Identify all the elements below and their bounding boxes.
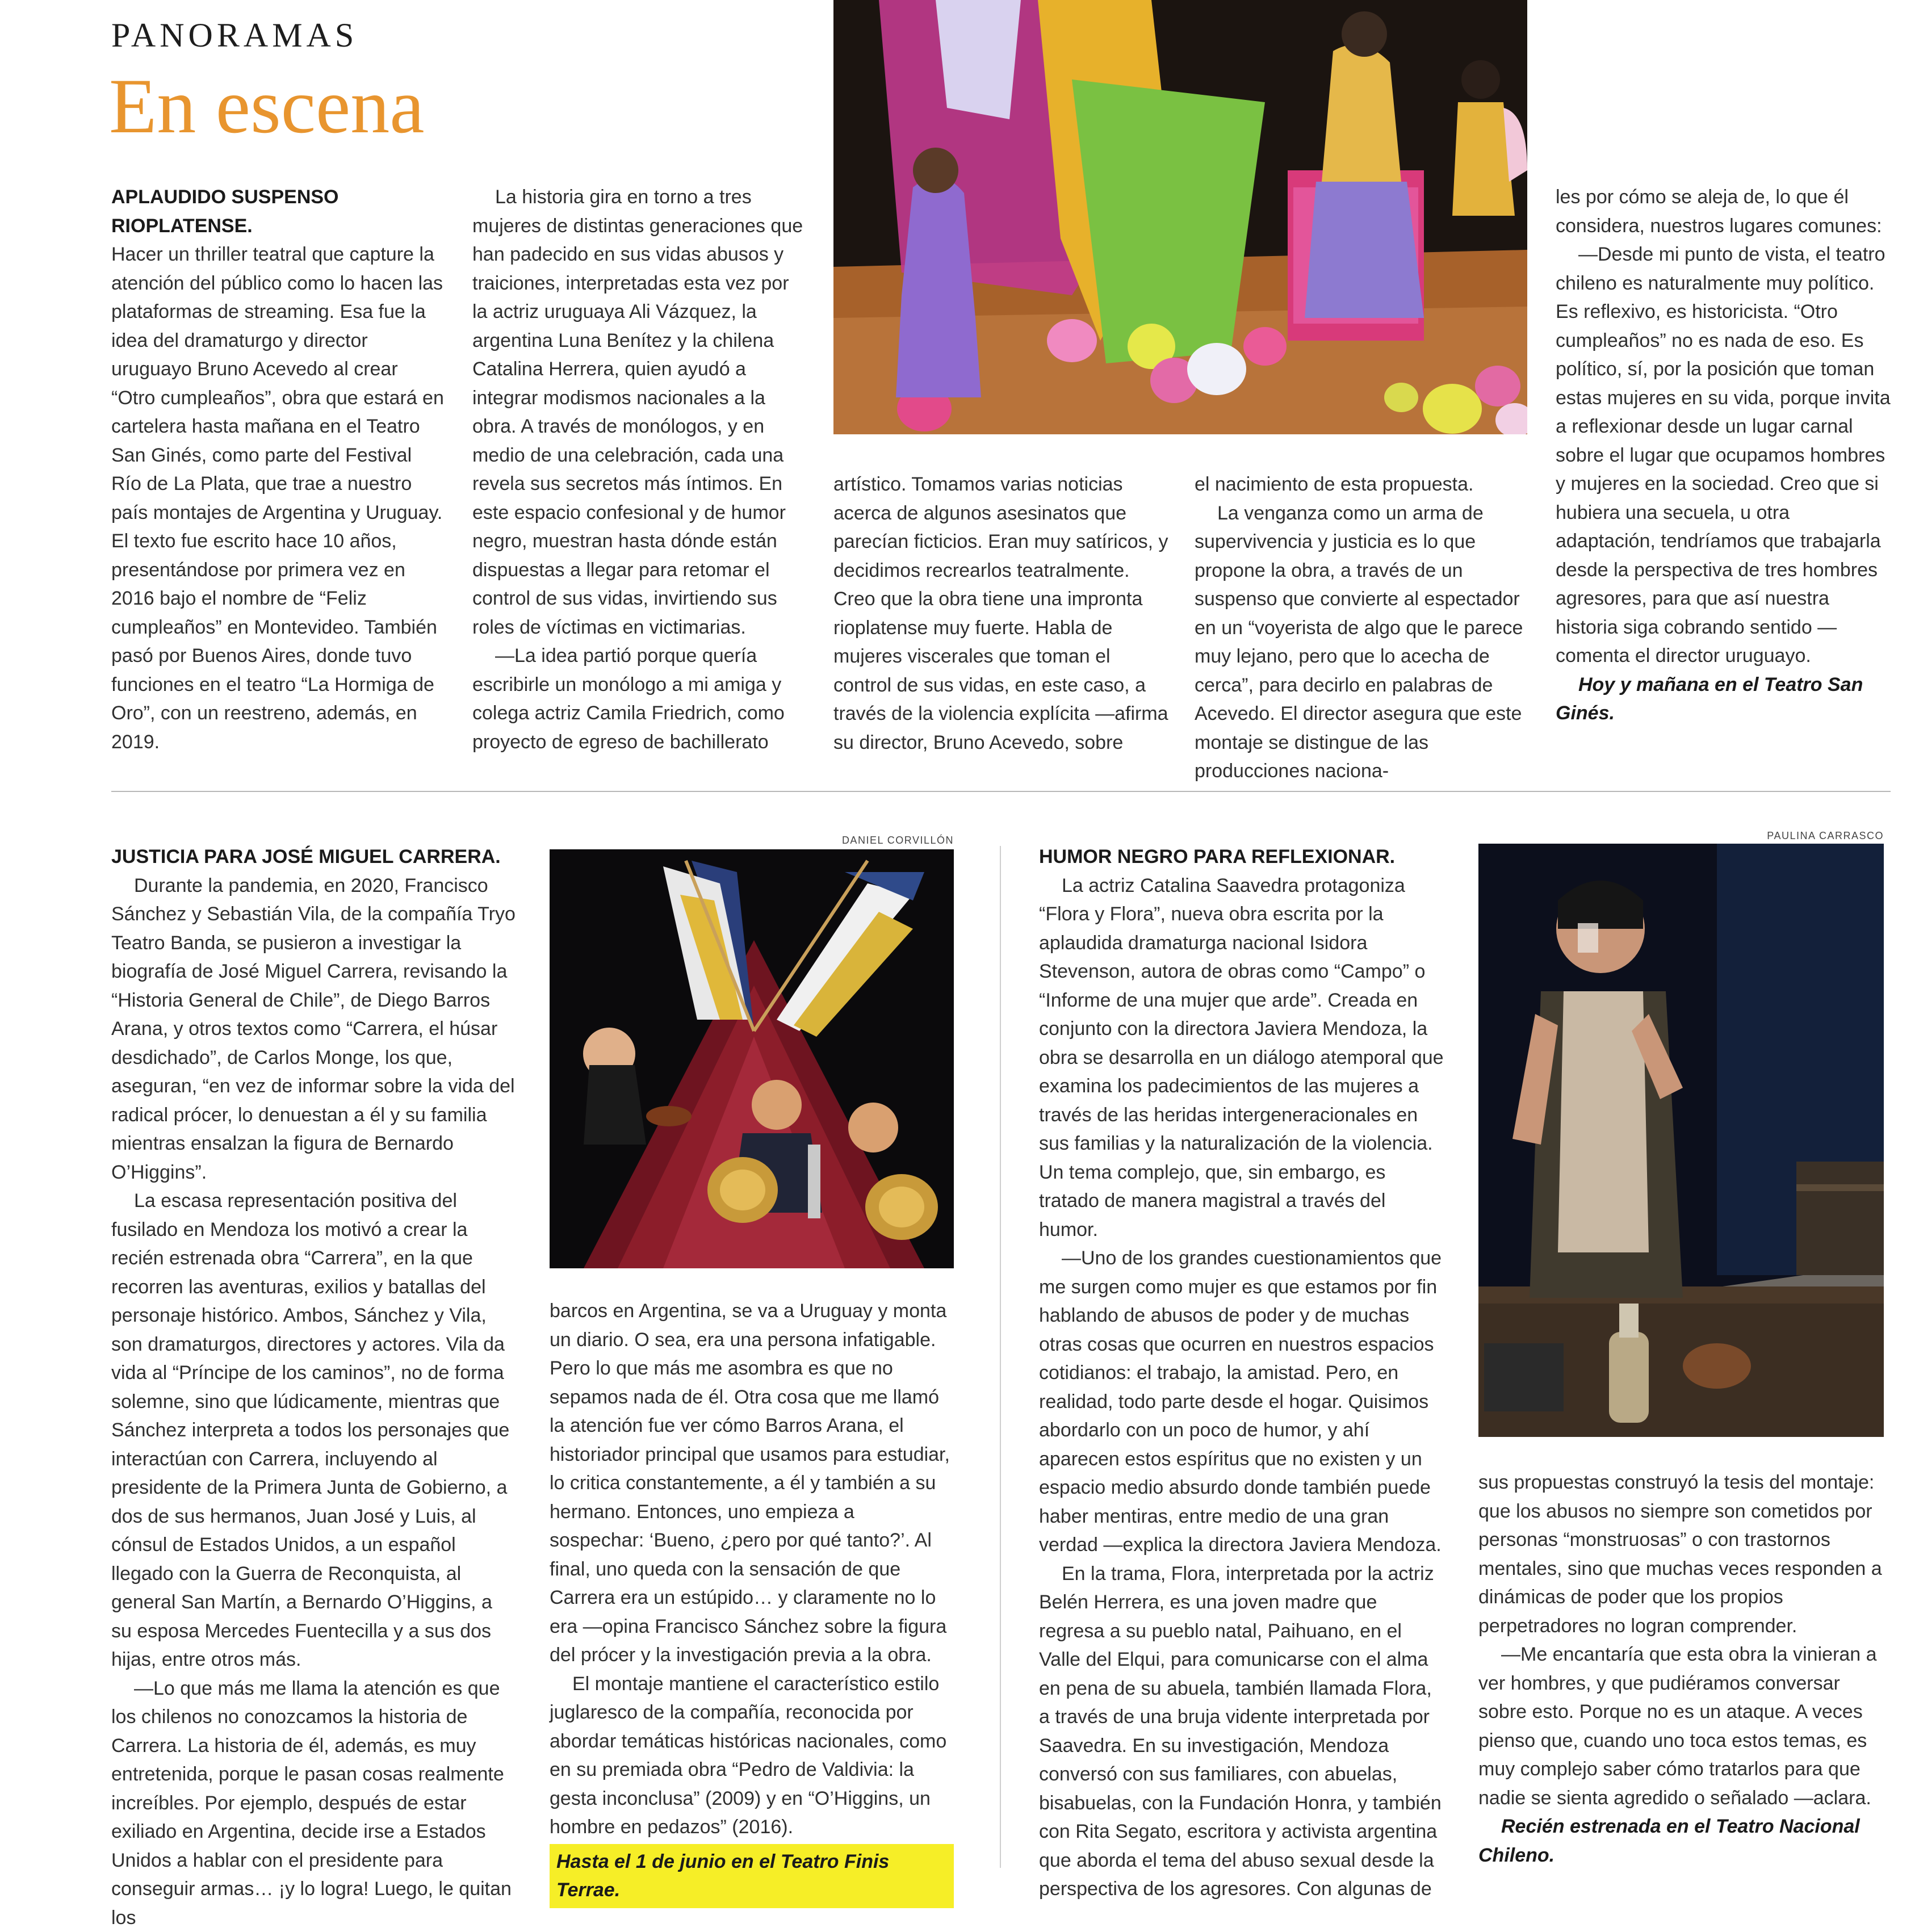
article1-column-4: [1195, 470, 1530, 786]
article3-column-1: [1039, 843, 1448, 1904]
article3-col2-p2: —Me encantaría que esta obra la vinieran a ver hombres, y que pudiéramos conversar sobre esto. Porque no es un ataque. A veces pienso que, cuando uno toca estos temas, es muy complejo saber cómo tratarlos para que nadie se sienta agredido o señalado —aclara.: [1478, 1640, 1887, 1812]
article1-col4-p1: el nacimiento de esta propuesta.: [1195, 470, 1530, 499]
article2-col1-p3: —Lo que más me llama la atención es que los chilenos no conozcamos la historia de Carrera. La historia de él, además, es muy entretenida, porque le pasan cosas realmente increíbles. Por ejemplo, después de estar exiliado en Argentina, decide irse a Estados Unidos a hablar con el presidente para conseguir armas… ¡y lo logra! Luego, le quitan los: [111, 1674, 517, 1932]
article2-col2-p2: El montaje mantiene el característico estilo juglaresco de la compañía, reconocida por abordar temáticas históricas nacionales, como en su premiada obra “Pedro de Valdivia: la gesta inconclusa” (2009) y en “O’Higgins, un hombre en pedazos” (2016).: [550, 1670, 954, 1842]
stage-photo-carrera: [550, 849, 954, 1268]
article1-col5-p2: —Desde mi punto de vista, el teatro chileno es naturalmente muy político. Es reflexivo, es historicista. “Otro cumpleaños” no es nada de eso. Es político, sí, por la posición que toman estas mujeres en su vida, porque invita a reflexionar desde un lugar carnal sobre el lugar que ocupamos hombres y mujeres en la sociedad. Creo que si hubiera una secuela, u otra adaptación, tendríamos que trabajarla desde la perspectiva de tres hombres agresores, para que así nuestra historia siga cobrando sentido —comenta el director uruguayo.: [1556, 240, 1893, 670]
stage-photo-flora-y-flora: [1478, 844, 1884, 1437]
article1-headline: APLAUDIDO SUSPENSO RIOPLATENSE.: [111, 183, 446, 240]
article3-col1-p2: —Uno de los grandes cuestionamientos que me surgen como mujer es que estamos por fin hablando de abusos de poder y de muchas otras cosas que ocurren en nuestros espacios cotidianos: el trabajo, la amistad. Pero, en realidad, todo parte desde el hogar. Quisimos abordarlo con un poco de humor, y ahí aparecen estos espíritus que no existen y un espacio medio absurdo donde también puede haber mentiras, entre medio de una gran verdad —explica la directora Javiera Mendoza.: [1039, 1244, 1448, 1560]
article1-column-3: [833, 470, 1170, 757]
article1-col5-p1: les por cómo se aleja de, lo que él considera, nuestros lugares comunes:: [1556, 183, 1893, 240]
article2-col1-p1: Durante la pandemia, en 2020, Francisco Sánchez y Sebastián Vila, de la compañía Tryo Teatro Banda, se pusieron a investigar la biografía de José Miguel Carrera, revisando la “Historia General de Chile”, de Diego Barros Arana, y otros textos como “Carrera, el húsar desdichado”, de Carlos Monge, los que, aseguran, “en vez de informar sobre la vida del radical prócer, lo denuestan a él y su familia mientras ensalzan la figura de Bernardo O’Higgins”.: [111, 871, 517, 1187]
article2-column-2: [550, 1297, 954, 1908]
stage-photo-otro-cumpleanos: [833, 0, 1527, 434]
article2-column-1: [111, 843, 517, 1932]
article1-col2-p1: La historia gira en torno a tres mujeres de distintas generaciones que han padecido en sus vidas abusos y traiciones, interpretadas esta vez por la actriz uruguaya Ali Vázquez, la argentina Luna Benítez y la chilena Catalina Herrera, quien ayudó a integrar modismos nacionales a la obra. A través de monólogos, y en medio de una celebración, cada una revela sus secretos más íntimos. En este espacio confesional y de humor negro, muestran hasta dónde están dispuestas a llegar para retomar el control de sus vidas, invirtiendo sus roles de víctimas en victimarias.: [472, 183, 807, 642]
article3-closing-line: Recién estrenada en el Teatro Nacional Chileno.: [1478, 1812, 1887, 1870]
highlighted-schedule: Hasta el 1 de junio en el Teatro Finis Terrae.: [550, 1844, 954, 1908]
page-title: En escena: [109, 67, 425, 145]
section-label: PANORAMAS: [111, 16, 358, 55]
article2-col1-p2: La escasa representación positiva del fusilado en Mendoza los motivó a crear la recién estrenada obra “Carrera”, en la que recorren las aventuras, exilios y batallas del personaje histórico. Ambos, Sánchez y Vila, son dramaturgos, directores y actores. Vila da vida al “Príncipe de los caminos”, no de forma solemne, sino que lúdicamente, mientras que Sánchez interpreta a todos los personajes que interactúan con Carrera, incluyendo al presidente de la Primera Junta de Gobierno, a dos de sus hermanos, Juan José y Luis, al cónsul de Estados Unidos, a un español llegado con la Guerra de Reconquista, al general San Martín, a Bernardo O’Higgins, a su esposa Mercedes Fuentecilla y a sus dos hijas, entre otros más.: [111, 1187, 517, 1674]
article1-column-2: [472, 183, 807, 756]
article3-headline: HUMOR NEGRO PARA REFLEXIONAR.: [1039, 843, 1448, 871]
article1-col1-body: Hacer un thriller teatral que capture la atención del público como lo hacen las plataformas de streaming. Esa fue la idea del dramaturgo y director uruguayo Bruno Acevedo al crear “Otro cumpleaños”, obra que estará en cartelera hasta mañana en el Teatro San Ginés, como parte del Festival Río de La Plata, que trae a nuestro país montajes de Argentina y Uruguay. El texto fue escrito hace 10 años, presentándose por primera vez en 2016 bajo el nombre de “Feliz cumpleaños” en Montevideo. También pasó por Buenos Aires, donde tuvo funciones en el teatro “La Hormiga de Oro”, con un reestreno, además, en 2019.: [111, 240, 446, 756]
article1-col4-p2: La venganza como un arma de supervivencia y justicia es lo que propone la obra, a través de un suspenso que convierte al espectador en un “voyerista de algo que le parece muy lejano, pero que lo acecha de cerca”, para decirlo en palabras de Acevedo. El director asegura que este montaje se distingue de las producciones naciona-: [1195, 499, 1530, 786]
photo-credit-daniel: DANIEL CORVILLÓN: [550, 835, 954, 846]
article1-col3-p1: artístico. Tomamos varias noticias acerca de algunos asesinatos que parecían ficticios. Eran muy satíricos, y decidimos recrearlos teatralmente. Creo que la obra tiene una impronta rioplatense muy fuerte. Habla de mujeres viscerales que toman el control de sus vidas, en este caso, a través de la violencia explícita —afirma su director, Bruno Acevedo, sobre: [833, 470, 1170, 757]
article2-closing-line: [550, 1844, 954, 1908]
article3-col1-p3: En la trama, Flora, interpretada por la actriz Belén Herrera, es una joven madre que regresa a su pueblo natal, Paihuano, en el Valle del Elqui, para comunicarse con el alma en pena de su abuela, también llamada Flora, a través de una bruja vidente interpretada por Saavedra. En su investigación, Mendoza conversó con sus familiares, con abuelas, bisabuelas, con la Fundación Honra, y también con Rita Segato, escritora y activista argentina que aborda el tema del abuso sexual desde la perspectiva de los agresores. Con algunas de: [1039, 1560, 1448, 1904]
article1-column-1: [111, 183, 446, 756]
article1-col2-p2: —La idea partió porque quería escribirle un monólogo a mi amiga y colega actriz Camila Friedrich, como proyecto de egreso de bachillerato: [472, 642, 807, 756]
article3-col2-p1: sus propuestas construyó la tesis del montaje: que los abusos no siempre son cometidos por personas “monstruosas” o con trastornos mentales, sino que muchas veces responden a dinámicas de poder que los propios perpetradores no logran comprender.: [1478, 1468, 1887, 1640]
article3-column-2: [1478, 1468, 1887, 1870]
article1-closing-line: Hoy y mañana en el Teatro San Ginés.: [1556, 670, 1893, 728]
article1-column-5: [1556, 183, 1893, 728]
column-divider: [1000, 846, 1001, 1868]
section-divider: [111, 791, 1891, 792]
article3-col1-p1: La actriz Catalina Saavedra protagoniza “Flora y Flora”, nueva obra escrita por la aplaudida dramaturga nacional Isidora Stevenson, autora de obras como “Campo” o “Informe de una mujer que arde”. Creada en conjunto con la directora Javiera Mendoza, la obra se desarrolla en un diálogo atemporal que examina los padecimientos de las mujeres a través de las heridas intergeneracionales en sus familias y la naturalización de la violencia. Un tema complejo, que, sin embargo, es tratado de manera magistral a través del humor.: [1039, 871, 1448, 1244]
photo-credit-paulina: PAULINA CARRASCO: [1478, 830, 1884, 842]
article2-col2-p1: barcos en Argentina, se va a Uruguay y monta un diario. O sea, era una persona infatigable. Pero lo que más me asombra es que no sepamos nada de él. Otra cosa que me llamó la atención fue ver cómo Barros Arana, el historiador principal que usamos para estudiar, lo critica constantemente, a él y también a su hermano. Entonces, uno empieza a sospechar: ‘Bueno, ¿pero por qué tanto?’. Al final, uno queda con la sensación de que Carrera era un estúpido… y claramente no lo era —opina Francisco Sánchez sobre la figura del prócer y la investigación previa a la obra.: [550, 1297, 954, 1670]
article2-headline: JUSTICIA PARA JOSÉ MIGUEL CARRERA.: [111, 843, 517, 871]
